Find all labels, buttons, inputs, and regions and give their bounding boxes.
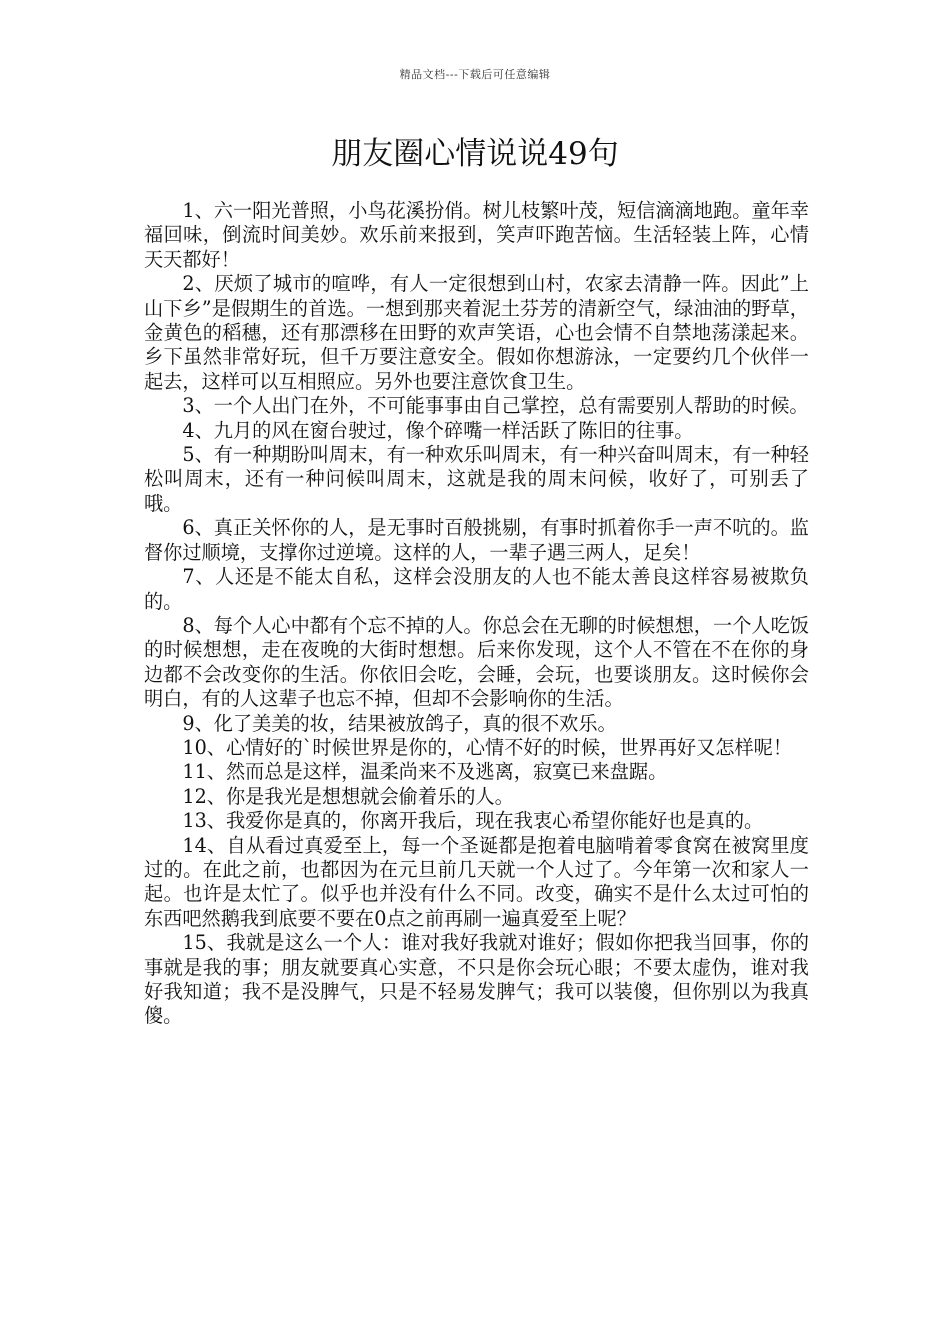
paragraph-10: 10、心情好的`时候世界是你的，心情不好的时候，世界再好又怎样呢！ <box>182 735 793 759</box>
header-note: 精品文档---下载后可任意编辑 <box>399 68 551 81</box>
paragraph-3: 3、一个人出门在外，不可能事事由自己掌控，总有需要别人帮助的时候。 <box>182 394 809 418</box>
paragraph-13: 13、我爱你是真的，你离开我后，现在我衷心希望你能好也是真的。 <box>182 809 764 833</box>
paragraph-2: 2、厌烦了城市的喧哗，有人一定很想到山村，农家去清静一阵。因此”上山下乡”是假期生的首选。一想到那夹着泥土芬芳的清新空气，绿油油的野草，金黄色的稻穗，还有那漂移在田野的欢声笑语，心也会情不自禁地荡漾起来。乡下虽然非常好玩，但千万要注意安全。假如你想游泳，一定要约几个伙伴一起去，这样可以互相照应。另外也要注意饮食卫生。 <box>144 272 809 393</box>
paragraph-4: 4、九月的风在窗台驶过，像个碎嘴一样活跃了陈旧的往事。 <box>182 418 694 442</box>
paragraph-5: 5、有一种期盼叫周末，有一种欢乐叫周末，有一种兴奋叫周末，有一种轻松叫周末，还有一种问候叫周末，这就是我的周末问候，收好了，可别丢了哦。 <box>144 443 809 515</box>
paragraph-14: 14、自从看过真爱至上，每一个圣诞都是抱着电脑啃着零食窝在被窝里度过的。在此之前，也都因为在元旦前几天就一个人过了。今年第一次和家人一起。也许是太忙了。似乎也并没有什么不同。改变，确实不是什么太过可怕的东西吧然鹅我到底要不要在0点之前再刷一遍真爱至上呢？ <box>144 833 809 930</box>
document-body <box>144 199 809 1029</box>
paragraph-9: 9、化了美美的妆，结果被放鸽子，真的很不欢乐。 <box>182 711 617 735</box>
paragraph-12: 12、你是我光是想想就会偷着乐的人。 <box>182 784 514 808</box>
paragraph-11: 11、然而总是这样，温柔尚来不及逃离，寂寞已来盘踞。 <box>182 760 668 784</box>
paragraph-1: 1、六一阳光普照，小鸟花溪扮俏。树儿枝繁叶茂，短信滴滴地跑。童年幸福回味，倒流时间美妙。欢乐前来报到，笑声吓跑苦恼。生活轻装上阵，心情天天都好！ <box>144 199 809 271</box>
paragraph-15: 15、我就是这么一个人：谁对我好我就对谁好；假如你把我当回事，你的事就是我的事；朋友就要真心实意，不只是你会玩心眼；不要太虚伪，谁对我好我知道；我不是没脾气，只是不轻易发脾气；我可以装傻，但你别以为我真傻。 <box>144 931 809 1028</box>
paragraph-7: 7、人还是不能太自私，这样会没朋友的人也不能太善良这样容易被欺负的。 <box>144 565 809 613</box>
paragraph-8: 8、每个人心中都有个忘不掉的人。你总会在无聊的时候想想，一个人吃饭的时候想想，走在夜晚的大街时想想。后来你发现，这个人不管在不在你的身边都不会改变你的生活。你依旧会吃，会睡，会玩，也要谈朋友。这时候你会明白，有的人这辈子也忘不掉，但却不会影响你的生活。 <box>144 613 809 711</box>
paragraph-6: 6、真正关怀你的人，是无事时百般挑剔，有事时抓着你手一声不吭的。监督你过顺境，支撑你过逆境。这样的人，一辈子遇三两人，足矣！ <box>144 516 809 564</box>
document-title: 朋友圈心情说说49句 <box>331 136 619 172</box>
